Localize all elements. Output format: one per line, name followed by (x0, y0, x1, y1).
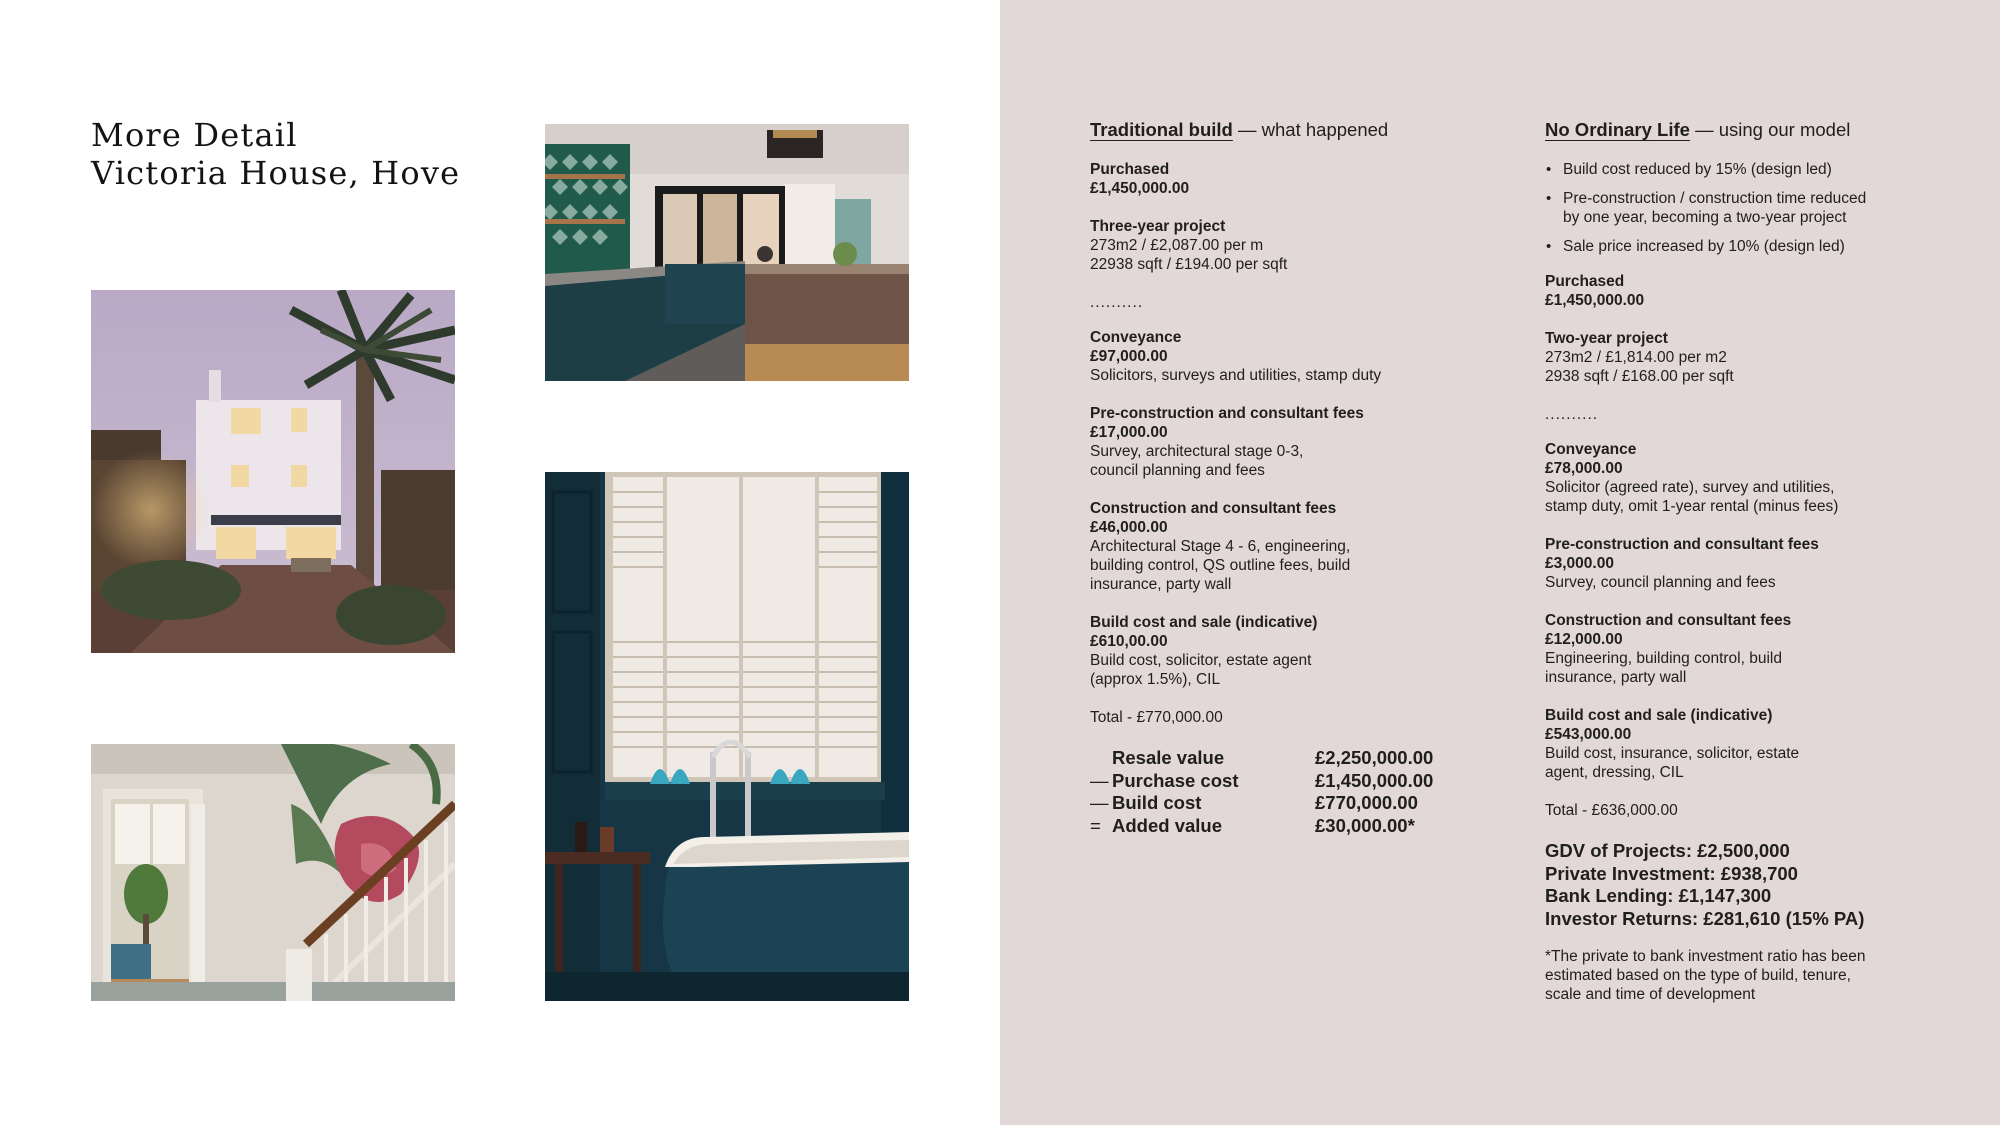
resale-label: Purchase cost (1112, 769, 1239, 791)
page-title (91, 116, 460, 192)
traditional-preconstruction (1090, 404, 1490, 480)
construction-detail: Architectural Stage 4 - 6, engineering, (1090, 538, 1351, 555)
resale-label: Build cost (1112, 792, 1202, 813)
model-heading-label: No Ordinary Life (1545, 119, 1690, 140)
model-construction (1545, 611, 1925, 687)
buildcost-detail: (approx 1.5%), CIL (1090, 671, 1221, 688)
buildcost-detail: Build cost, solicitor, estate agent (1090, 652, 1312, 669)
title-line-1: More Detail (91, 116, 298, 154)
buildcost-amount: £543,000.00 (1545, 726, 1632, 743)
model-buildcost (1545, 706, 1925, 782)
construction-detail: insurance, party wall (1090, 576, 1232, 593)
resale-label: Added value (1112, 814, 1222, 836)
conveyance-detail: Solicitors, surveys and utilities, stamp duty (1090, 367, 1382, 384)
conveyance-label: Conveyance (1090, 329, 1182, 346)
equals-operator: = (1090, 814, 1101, 836)
our-model-column (1545, 118, 1925, 1004)
list-item (1545, 237, 1925, 256)
conveyance-label: Conveyance (1545, 441, 1637, 458)
model-project (1545, 329, 1925, 386)
investor-returns-value: Investor Returns: £281,610 (15% PA) (1545, 907, 1865, 929)
construction-detail: insurance, party wall (1545, 669, 1687, 686)
traditional-project (1090, 217, 1490, 274)
construction-detail: Engineering, building control, build (1545, 650, 1782, 667)
model-conveyance (1545, 440, 1925, 516)
buildcost-detail: agent, dressing, CIL (1545, 764, 1684, 781)
resale-row (1090, 815, 1490, 838)
preconstruction-detail: Survey, council planning and fees (1545, 574, 1776, 591)
project-detail: 273m2 / £1,814.00 per m2 (1545, 349, 1727, 366)
hallway-staircase-photo (91, 744, 455, 1001)
project-detail: 273m2 / £2,087.00 per m (1090, 237, 1264, 254)
minus-operator: — (1090, 769, 1109, 791)
traditional-heading (1090, 118, 1490, 142)
preconstruction-amount: £3,000.00 (1545, 555, 1614, 572)
bullet-text: Pre-construction / construction time reduced (1563, 190, 1867, 207)
list-item (1545, 160, 1925, 179)
construction-detail: building control, QS outline fees, build (1090, 557, 1351, 574)
model-total: Total - £636,000.00 (1545, 802, 1678, 819)
resale-row (1090, 792, 1490, 815)
construction-label: Construction and consultant fees (1545, 612, 1792, 629)
model-preconstruction (1545, 535, 1925, 592)
resale-operator (1090, 747, 1112, 770)
resale-value: £1,450,000.00 (1315, 769, 1434, 791)
resale-label: Resale value (1112, 747, 1225, 768)
buildcost-amount: £610,00.00 (1090, 633, 1168, 650)
bullet-text: Build cost reduced by 15% (design led) (1563, 161, 1832, 178)
footnote-text: estimated based on the type of build, tenure, (1545, 967, 1851, 984)
model-purchased (1545, 272, 1925, 310)
title-line-2: Victoria House, Hove (91, 154, 461, 192)
project-detail: 22938 sqft / £194.00 per sqft (1090, 256, 1288, 273)
traditional-conveyance (1090, 328, 1490, 385)
footnote-text: *The private to bank investment ratio has been (1545, 948, 1866, 965)
list-item (1545, 189, 1925, 227)
buildcost-label: Build cost and sale (indicative) (1090, 614, 1318, 631)
resale-calculation (1090, 747, 1490, 837)
bathroom-photo (545, 472, 909, 1001)
resale-value: £30,000.00* (1315, 814, 1415, 836)
house-exterior-photo (91, 290, 455, 653)
project-label: Two-year project (1545, 330, 1668, 347)
buildcost-detail: Build cost, insurance, solicitor, estate (1545, 745, 1800, 762)
footnote-text: scale and time of development (1545, 986, 1756, 1003)
conveyance-amount: £78,000.00 (1545, 460, 1623, 477)
preconstruction-detail: council planning and fees (1090, 462, 1265, 479)
gdv-value: GDV of Projects: £2,500,000 (1545, 840, 1790, 861)
resale-value: £2,250,000.00 (1315, 747, 1434, 768)
bullet-text: Sale price increased by 10% (design led) (1563, 238, 1845, 255)
traditional-buildcost (1090, 613, 1490, 689)
construction-amount: £12,000.00 (1545, 631, 1623, 648)
traditional-construction (1090, 499, 1490, 594)
construction-label: Construction and consultant fees (1090, 500, 1337, 517)
resale-row (1090, 747, 1490, 770)
dotted-divider: .......... (1545, 406, 1599, 423)
preconstruction-detail: Survey, architectural stage 0-3, (1090, 443, 1304, 460)
traditional-total: Total - £770,000.00 (1090, 709, 1223, 726)
conveyance-amount: £97,000.00 (1090, 348, 1168, 365)
conveyance-detail: stamp duty, omit 1-year rental (minus fees) (1545, 498, 1839, 515)
model-heading-subtitle: — using our model (1689, 119, 1851, 140)
model-heading (1545, 118, 1925, 142)
resale-row (1090, 770, 1490, 793)
preconstruction-label: Pre-construction and consultant fees (1090, 405, 1364, 422)
construction-amount: £46,000.00 (1090, 519, 1168, 536)
purchased-label: Purchased (1545, 273, 1625, 290)
traditional-build-column (1090, 118, 1490, 837)
minus-operator: — (1090, 792, 1109, 813)
buildcost-label: Build cost and sale (indicative) (1545, 707, 1773, 724)
project-label: Three-year project (1090, 218, 1226, 235)
resale-value: £770,000.00 (1315, 792, 1418, 813)
preconstruction-amount: £17,000.00 (1090, 424, 1168, 441)
traditional-purchased (1090, 160, 1490, 198)
project-detail: 2938 sqft / £168.00 per sqft (1545, 368, 1734, 385)
purchased-label: Purchased (1090, 161, 1170, 178)
kitchen-photo (545, 124, 909, 381)
purchased-amount: £1,450,000.00 (1090, 180, 1190, 197)
investment-summary (1545, 840, 1925, 930)
bullet-text: by one year, becoming a two-year project (1563, 209, 1847, 226)
traditional-heading-label: Traditional build (1090, 119, 1233, 140)
model-assumptions-list (1545, 160, 1925, 256)
bank-lending-value: Bank Lending: £1,147,300 (1545, 885, 1772, 906)
traditional-heading-subtitle: — what happened (1232, 119, 1389, 140)
dotted-divider: .......... (1090, 294, 1144, 311)
private-investment-value: Private Investment: £938,700 (1545, 862, 1798, 884)
purchased-amount: £1,450,000.00 (1545, 292, 1645, 309)
footnote (1545, 947, 1925, 1004)
conveyance-detail: Solicitor (agreed rate), survey and utilities, (1545, 479, 1835, 496)
preconstruction-label: Pre-construction and consultant fees (1545, 536, 1819, 553)
